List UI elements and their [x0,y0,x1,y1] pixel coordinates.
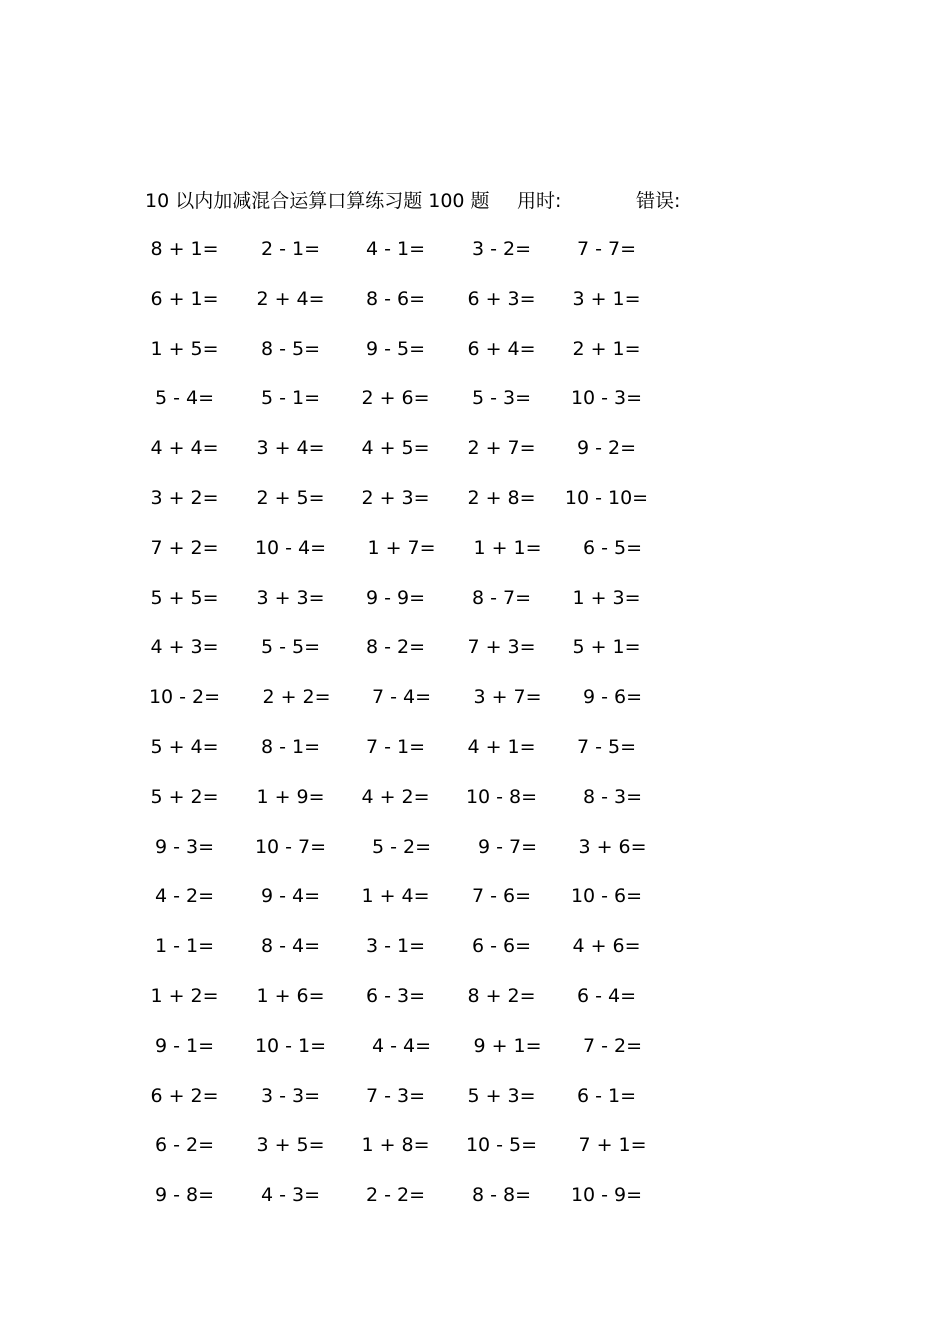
problem-row [145,1081,685,1131]
time-used-label: 用时: [517,190,562,212]
problem-row [145,732,685,782]
math-problem: 6 - 5= [582,536,643,559]
problem-row [145,533,685,583]
problem-row [145,483,685,533]
math-problem: 4 + 6= [572,935,641,958]
math-problem: 5 - 4= [154,387,215,410]
math-problem: 3 + 7= [473,686,542,709]
math-problem: 4 + 3= [150,636,219,659]
math-problem: 8 - 7= [471,586,532,609]
math-problem: 4 + 1= [467,735,536,758]
math-problem: 7 - 4= [371,686,432,709]
math-problem: 8 + 1= [150,238,219,260]
math-problem: 2 + 3= [361,486,430,509]
math-problem: 2 - 2= [365,1184,426,1207]
math-problem: 3 + 5= [256,1134,325,1157]
problem-row [145,234,685,284]
math-problem: 6 - 6= [471,935,532,958]
math-problem: 6 - 1= [576,1084,637,1107]
math-problem: 5 - 3= [471,387,532,410]
math-problem: 5 + 2= [150,785,219,808]
math-problem: 1 + 2= [150,984,219,1007]
math-problem: 10 - 9= [570,1184,643,1207]
math-problem: 9 - 8= [154,1184,215,1207]
math-problem: 9 - 4= [260,885,321,908]
math-problem: 8 - 3= [582,785,643,808]
math-problem: 5 - 2= [371,835,432,858]
math-problem: 8 - 5= [260,337,321,360]
math-problem: 10 - 1= [254,1034,327,1057]
math-problem: 1 + 3= [572,586,641,609]
math-problem: 3 - 3= [260,1084,321,1107]
math-problem: 10 - 6= [570,885,643,908]
math-problem: 7 - 1= [365,735,426,758]
math-problem: 9 - 1= [154,1034,215,1057]
math-problem: 3 + 1= [572,287,641,310]
math-problem: 3 + 3= [256,586,325,609]
math-problem: 8 - 1= [260,735,321,758]
math-problem: 5 - 5= [260,636,321,659]
math-problem: 4 - 4= [371,1034,432,1057]
math-problem: 3 + 2= [150,486,219,509]
math-problem: 10 - 4= [254,536,327,559]
math-problem: 4 - 3= [260,1184,321,1207]
math-problem: 10 - 10= [564,486,649,509]
math-problem: 10 - 7= [254,835,327,858]
math-problem: 5 + 3= [467,1084,536,1107]
math-problem: 4 + 5= [361,437,430,460]
math-problem: 7 - 3= [365,1084,426,1107]
math-problem: 8 + 2= [467,984,536,1007]
problem-row [145,632,685,682]
problem-row [145,1130,685,1180]
math-problem: 7 + 1= [578,1134,647,1157]
math-problem: 9 - 2= [576,437,637,460]
math-problem: 9 - 7= [477,835,538,858]
problem-row [145,881,685,931]
math-problem: 3 - 2= [471,238,532,260]
math-problem: 5 + 5= [150,586,219,609]
math-problem: 7 - 2= [582,1034,643,1057]
math-problem: 10 - 2= [148,686,221,709]
math-problem: 1 + 9= [256,785,325,808]
math-problem: 7 - 7= [576,238,637,260]
math-problem: 9 - 5= [365,337,426,360]
math-problem: 3 - 1= [365,935,426,958]
math-problem: 7 - 6= [471,885,532,908]
math-problem: 6 - 2= [154,1134,215,1157]
math-problem: 4 + 2= [361,785,430,808]
math-problem: 1 + 4= [361,885,430,908]
math-problem: 2 + 5= [256,486,325,509]
math-problem: 8 - 4= [260,935,321,958]
math-problem: 9 + 1= [473,1034,542,1057]
math-problem: 2 + 1= [572,337,641,360]
math-problem: 7 - 5= [576,735,637,758]
math-problem: 10 - 5= [465,1134,538,1157]
math-problem: 6 + 1= [150,287,219,310]
problem-grid [145,234,685,1230]
math-problem: 6 - 4= [576,984,637,1007]
math-problem: 2 - 1= [260,238,321,260]
math-problem: 7 + 3= [467,636,536,659]
math-problem: 2 + 6= [361,387,430,410]
math-problem: 9 - 9= [365,586,426,609]
math-problem: 4 + 4= [150,437,219,460]
problem-row [145,1031,685,1081]
problem-row [145,284,685,334]
math-problem: 2 + 4= [256,287,325,310]
problem-row [145,383,685,433]
math-problem: 4 - 2= [154,885,215,908]
math-problem: 3 + 4= [256,437,325,460]
math-problem: 8 - 8= [471,1184,532,1207]
math-problem: 2 + 2= [262,686,331,709]
problem-row [145,334,685,384]
math-problem: 5 + 1= [572,636,641,659]
problem-row [145,1180,685,1230]
math-problem: 1 - 1= [154,935,215,958]
problem-row [145,981,685,1031]
errors-label: 错误: [636,190,681,212]
math-problem: 4 - 1= [365,238,426,260]
math-problem: 3 + 6= [578,835,647,858]
math-problem: 1 + 5= [150,337,219,360]
math-problem: 5 - 1= [260,387,321,410]
math-problem: 1 + 6= [256,984,325,1007]
problem-row [145,931,685,981]
problem-row [145,682,685,732]
math-problem: 2 + 7= [467,437,536,460]
math-problem: 1 + 8= [361,1134,430,1157]
math-problem: 10 - 8= [465,785,538,808]
math-problem: 6 + 3= [467,287,536,310]
math-problem: 8 - 6= [365,287,426,310]
worksheet-title: 10 以内加减混合运算口算练习题 100 题 [145,190,490,212]
math-problem: 1 + 7= [367,536,436,559]
math-problem: 2 + 8= [467,486,536,509]
problem-row [145,832,685,882]
math-problem: 7 + 2= [150,536,219,559]
math-problem: 5 + 4= [150,735,219,758]
math-problem: 10 - 3= [570,387,643,410]
math-problem: 9 - 3= [154,835,215,858]
math-problem: 6 + 2= [150,1084,219,1107]
math-problem: 1 + 1= [473,536,542,559]
math-problem: 9 - 6= [582,686,643,709]
math-problem: 6 - 3= [365,984,426,1007]
math-problem: 8 - 2= [365,636,426,659]
math-problem: 6 + 4= [467,337,536,360]
problem-row [145,583,685,633]
problem-row [145,782,685,832]
problem-row [145,433,685,483]
